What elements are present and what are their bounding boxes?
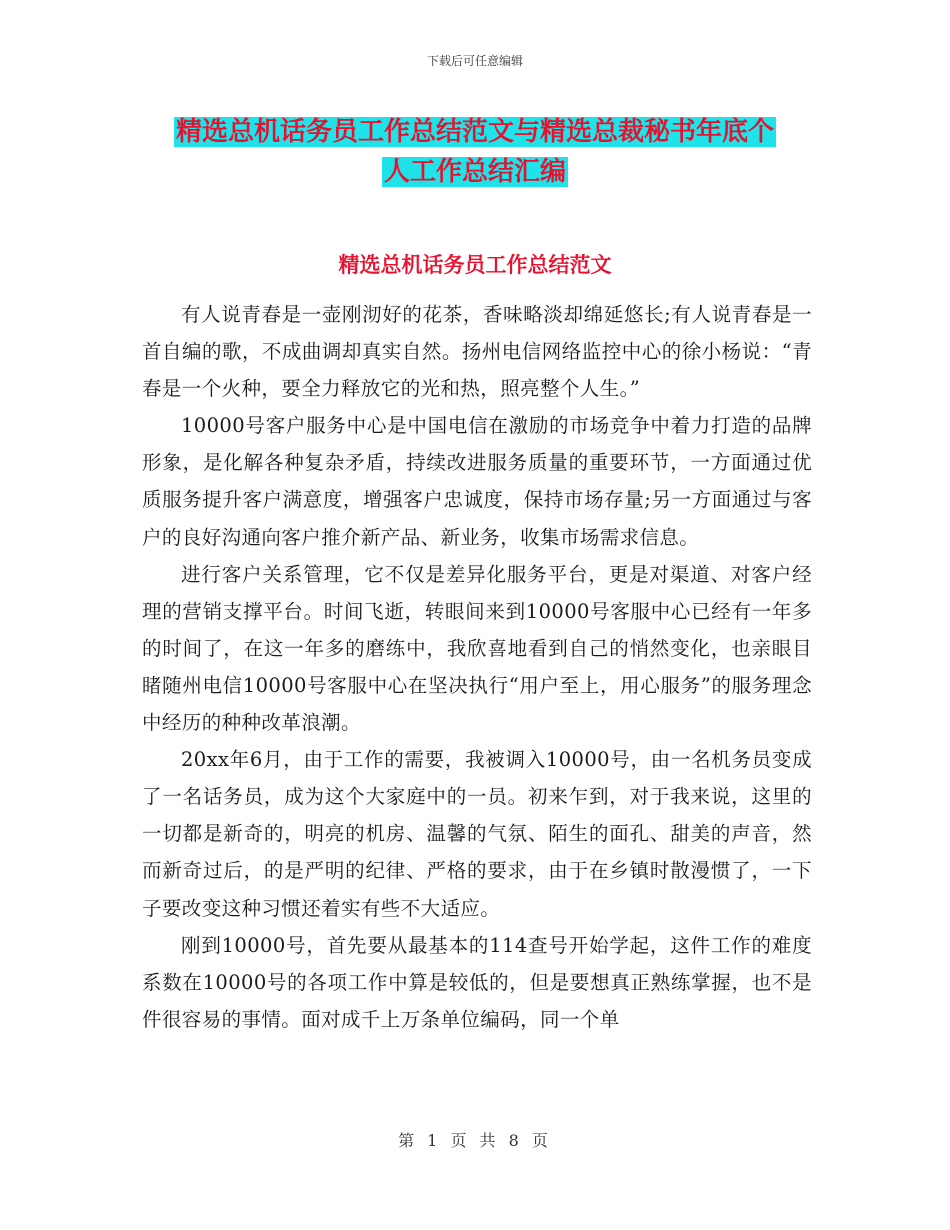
paragraph: 10000号客户服务中心是中国电信在激励的市场竞争中着力打造的品牌形象，是化解各种复杂矛盾，持续改进服务质量的重要环节，一方面通过优质服务提升客户满意度，增强客户忠诚度，保持市场存量;另一方面通过与客户的良好沟通向客户推介新产品、新业务，收集市场需求信息。 bbox=[142, 414, 812, 549]
page-footer: 第 1 页 共 8 页 bbox=[398, 1131, 552, 1150]
paragraph: 20xx年6月，由于工作的需要，我被调入10000号，由一名机务员变成了一名话务员，成为这个大家庭中的一员。初来乍到，对于我来说，这里的一切都是新奇的，明亮的机房、温馨的气氛、陌生的面孔、甜美的声音，然而新奇过后，的是严明的纪律、严格的要求，由于在乡镇时散漫惯了，一下子要改变这种习惯还着实有些不大适应。 bbox=[142, 748, 812, 920]
title-line-2: 人工作总结汇编 bbox=[383, 157, 566, 187]
header-note: 下载后可任意编辑 bbox=[426, 54, 523, 68]
body-text bbox=[142, 296, 812, 1038]
section-title: 精选总机话务员工作总结范文 bbox=[338, 253, 612, 277]
paragraph: 刚到10000号，首先要从最基本的114查号开始学起，这件工作的难度系数在10000号的各项工作中算是较低的，但是要想真正熟练掌握，也不是件很容易的事情。面对成千上万条单位编码，同一个单 bbox=[142, 933, 812, 1031]
paragraph: 进行客户关系管理，它不仅是差异化服务平台，更是对渠道、对客户经理的营销支撑平台。时间飞逝，转眼间来到10000号客服中心已经有一年多的时间了，在这一年多的磨练中，我欣喜地看到自己的悄然变化，也亲眼目睹随州电信10000号客服中心在坚决执行“用户至上，用心服务”的服务理念中经历的种种改革浪潮。 bbox=[142, 562, 812, 735]
title-line-1: 精选总机话务员工作总结范文与精选总裁秘书年底个 bbox=[175, 117, 774, 147]
document-title bbox=[0, 112, 950, 192]
paragraph: 有人说青春是一壶刚沏好的花茶，香味略淡却绵延悠长;有人说青春是一首自编的歌，不成曲调却真实自然。扬州电信网络监控中心的徐小杨说：“青春是一个火种，要全力释放它的光和热，照亮整个人生。” bbox=[142, 303, 812, 401]
